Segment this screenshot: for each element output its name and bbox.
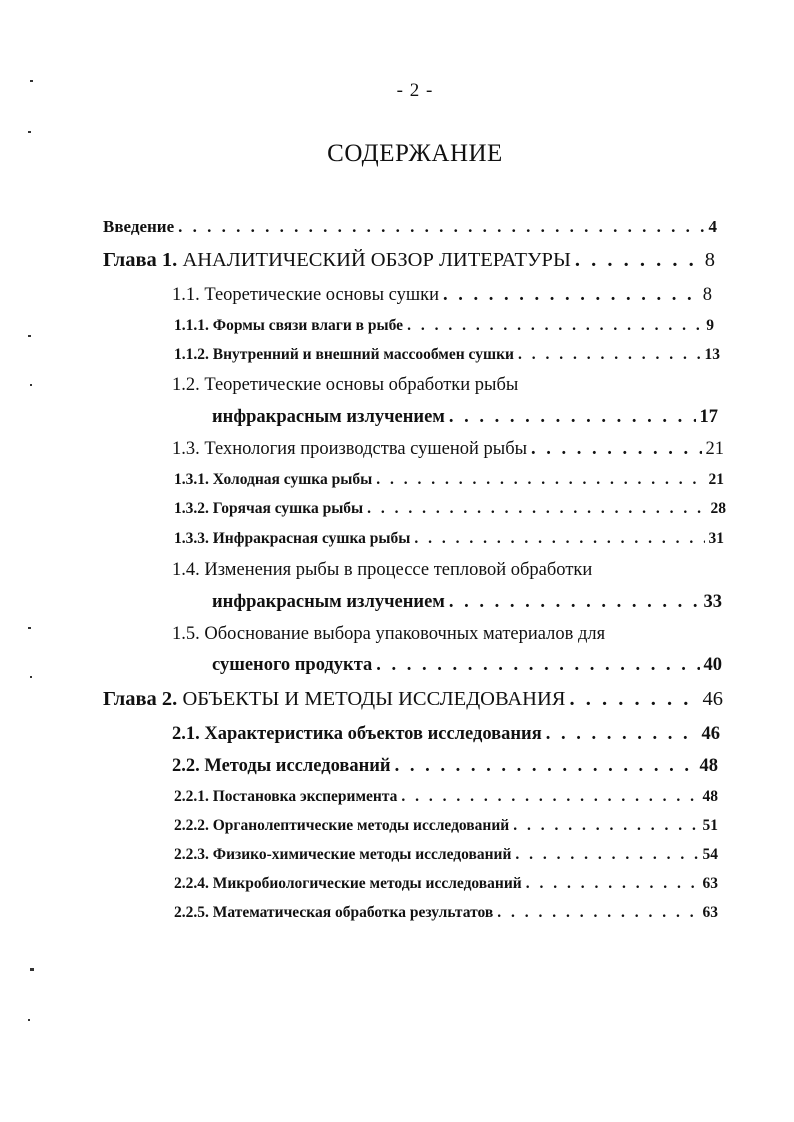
leader-dots (515, 846, 698, 864)
leader-dots (497, 904, 698, 922)
toc-page-number: 13 (704, 346, 720, 363)
toc-entry-2-2-3[interactable] (174, 846, 718, 864)
toc-entry-1-3-2[interactable] (174, 500, 726, 518)
toc-entry-title: инфракрасным излучением (212, 592, 445, 612)
toc-entry-title: 2.2.4. Микробиологические методы исследований (174, 875, 522, 892)
leader-dots (367, 500, 706, 518)
toc-page-number: 17 (699, 407, 718, 427)
leader-dots (526, 875, 699, 893)
toc-entry-title: инфракрасным излучением (212, 407, 445, 427)
toc-entry-2-2-2[interactable] (174, 817, 718, 835)
leader-dots (449, 407, 696, 428)
toc-entry-1-4-line1[interactable]: 1.4. Изменения рыбы в процессе тепловой обработки (172, 560, 593, 580)
toc-entry-title: 1.3.1. Холодная сушка рыбы (174, 471, 373, 488)
leader-dots (401, 788, 698, 806)
toc-page-number: 9 (706, 317, 714, 334)
toc-page-number: 28 (710, 500, 726, 517)
toc-entry-chapter-1[interactable] (103, 249, 715, 272)
leader-dots (414, 530, 704, 548)
toc-entry-2-2-1[interactable] (174, 788, 718, 806)
leader-dots (531, 439, 701, 460)
toc-page-number: 48 (702, 788, 718, 805)
toc-page-number: 40 (703, 655, 722, 675)
scan-speck (28, 627, 31, 629)
toc-page-number: 8 (702, 285, 712, 305)
leader-dots (569, 688, 698, 711)
toc-entry-1-3-1[interactable] (174, 471, 724, 489)
toc-page-number: 63 (702, 904, 718, 921)
toc-page-number: 54 (702, 846, 718, 863)
toc-entry-1-3-3[interactable] (174, 530, 724, 548)
leader-dots (376, 655, 699, 676)
toc-page-number: 46 (701, 724, 720, 744)
toc-entry-title: 1.1. Теоретические основы сушки (172, 285, 440, 305)
leader-dots (518, 346, 701, 364)
toc-entry-title: 1.1.2. Внутренний и внешний массообмен сушки (174, 346, 514, 363)
toc-entry-title: 2.2.1. Постановка эксперимента (174, 788, 398, 805)
toc-entry-1-3[interactable] (172, 439, 724, 460)
toc-entry-1-4[interactable] (212, 592, 722, 613)
toc-entry-title: сушеного продукта (212, 655, 373, 675)
toc-entry-title: 2.2. Методы исследований (172, 756, 391, 776)
toc-entry-2-2-4[interactable] (174, 875, 718, 893)
chapter-title: АНАЛИТИЧЕСКИЙ ОБЗОР ЛИТЕРАТУРЫ (182, 249, 571, 271)
toc-entry-1-2-line1[interactable]: 1.2. Теоретические основы обработки рыбы (172, 375, 519, 395)
leader-dots (443, 285, 699, 306)
toc-page-number: 4 (708, 217, 717, 236)
leader-dots (407, 317, 702, 335)
toc-entry-1-1-1[interactable] (174, 317, 714, 335)
toc-page-number: 21 (708, 471, 724, 488)
toc-page-number: 33 (703, 592, 722, 612)
toc-entry-title: 1.3.2. Горячая сушка рыбы (174, 500, 364, 517)
scan-speck (28, 131, 31, 133)
scan-speck (30, 384, 32, 386)
chapter-label: Глава 1. (103, 249, 178, 271)
scan-speck (30, 80, 33, 82)
toc-entry-2-1[interactable] (172, 724, 720, 745)
toc-page-number: 46 (702, 688, 723, 710)
toc-entry-2-2-5[interactable] (174, 904, 718, 922)
scan-speck (30, 676, 32, 678)
leader-dots (449, 592, 700, 613)
toc-entry-intro[interactable] (103, 217, 717, 237)
leader-dots (513, 817, 698, 835)
toc-entry-1-5-line1[interactable]: 1.5. Обоснование выбора упаковочных материалов для (172, 624, 606, 644)
toc-entry-1-1-2[interactable] (174, 346, 720, 364)
toc-page-number: 21 (705, 439, 724, 459)
leader-dots (575, 249, 701, 272)
page-number: - 2 - (396, 80, 434, 101)
toc-entry-title: 2.2.3. Физико-химические методы исследований (174, 846, 512, 863)
toc-page-number: 31 (708, 530, 724, 547)
scan-speck (28, 335, 31, 337)
toc-entry-chapter-2[interactable] (103, 688, 723, 711)
leader-dots (395, 756, 696, 777)
toc-entry-1-2[interactable] (212, 407, 718, 428)
toc-entry-1-1[interactable] (172, 285, 712, 306)
toc-page-number: 8 (704, 249, 715, 271)
toc-entry-title: 1.3.3. Инфракрасная сушка рыбы (174, 530, 411, 547)
chapter-label: Глава 2. (103, 688, 178, 710)
toc-page-number: 63 (702, 875, 718, 892)
toc-entry-title (103, 688, 565, 711)
leader-dots (546, 724, 698, 745)
page-title: СОДЕРЖАНИЕ (327, 140, 503, 167)
chapter-title: ОБЪЕКТЫ И МЕТОДЫ ИССЛЕДОВАНИЯ (182, 688, 566, 710)
toc-entry-title: 1.1.1. Формы связи влаги в рыбе (174, 317, 404, 334)
scan-speck (30, 968, 34, 971)
toc-entry-2-2[interactable] (172, 756, 718, 777)
toc-entry-title: 2.1. Характеристика объектов исследования (172, 724, 542, 744)
toc-page-number: 51 (702, 817, 718, 834)
toc-entry-title: Введение (103, 217, 175, 236)
leader-dots (178, 217, 704, 237)
toc-page-number: 48 (699, 756, 718, 776)
toc-entry-title: 2.2.5. Математическая обработка результатов (174, 904, 494, 921)
scan-speck (28, 1019, 30, 1021)
toc-entry-title (103, 249, 571, 272)
toc-entry-1-5[interactable] (212, 655, 722, 676)
toc-entry-title: 1.3. Технология производства сушеной рыбы (172, 439, 528, 459)
toc-entry-title: 2.2.2. Органолептические методы исследований (174, 817, 510, 834)
leader-dots (376, 471, 704, 489)
